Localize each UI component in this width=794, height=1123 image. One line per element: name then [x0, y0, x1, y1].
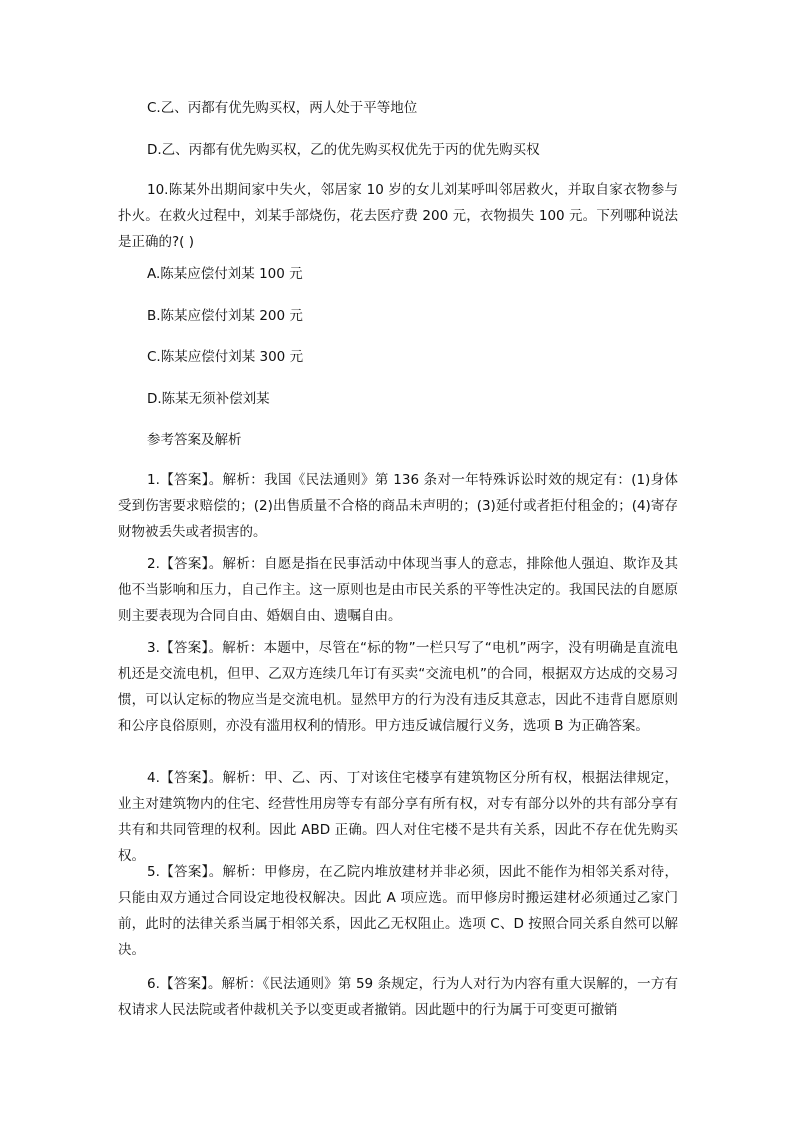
answer-6: 6.【答案】。解析：《民法通则》第 59 条规定，行为人对行为内容有重大误解的，一方有权请求人民法院或者仲裁机关予以变更或者撤销。因此题中的行为属于可变更可撤销 — [118, 976, 678, 1018]
answer-2: 2.【答案】。解析：自愿是指在民事活动中体现当事人的意志，排除他人强迫、欺诈及其他不当影响和压力，自己作主。这一原则也是由市民关系的平等性决定的。我国民法的自愿原则主要表现为合同自由、婚姻自由、遗嘱自由。 — [118, 556, 678, 624]
answers-heading: 参考答案及解析 — [147, 432, 242, 448]
answer-5: 5.【答案】。解析：甲修房，在乙院内堆放建材并非必须，因此不能作为相邻关系对待，只能由双方通过合同设定地役权解决。因此 A 项应选。而甲修房时搬运建材必须通过乙家门前，此时的法律关系当属于相邻关系，因此乙无权阻止。选项 C、D 按照合同关系自然可以解决。 — [118, 864, 678, 958]
option-c-q10: C.陈某应偿付刘某 300 元 — [147, 349, 304, 365]
question-10-stem: 10.陈某外出期间家中失火，邻居家 10 岁的女儿刘某呼叫邻居救火，并取自家衣物参与扑火。在救火过程中，刘某手部烧伤，花去医疗费 200 元，衣物损失 100 元。下列哪种说法是正确的?( ) — [118, 182, 678, 250]
answer-3: 3.【答案】。解析：本题中，尽管在“标的物”一栏只写了“电机”两字，没有明确是直流电机还是交流电机，但甲、乙双方连续几年订有买卖“交流电机”的合同，根据双方达成的交易习惯，可以认定标的物应当是交流电机。显然甲方的行为没有违反其意志，因此不违背自愿原则和公序良俗原则，亦没有滥用权利的情形。甲方违反诚信履行义务，选项 B 为正确答案。 — [118, 640, 678, 734]
answer-4: 4.【答案】。解析：甲、乙、丙、丁对该住宅楼享有建筑物区分所有权，根据法律规定，业主对建筑物内的住宅、经营性用房等专有部分享有所有权，对专有部分以外的共有部分享有共有和共同管理的权利。因此 ABD 正确。四人对住宅楼不是共有关系，因此不存在优先购买权。 — [118, 770, 678, 864]
option-a-q10: A.陈某应偿付刘某 100 元 — [147, 266, 303, 282]
option-d-q10: D.陈某无须补偿刘某 — [147, 391, 270, 407]
answer-1: 1.【答案】。解析：我国《民法通则》第 136 条对一年特殊诉讼时效的规定有：(1)身体受到伤害要求赔偿的；(2)出售质量不合格的商品未声明的；(3)延付或者拒付租金的；(4)寄存财物被丢失或者损害的。 — [118, 472, 678, 540]
option-b-q10: B.陈某应偿付刘某 200 元 — [147, 308, 303, 324]
option-d-q9: D.乙、丙都有优先购买权，乙的优先购买权优先于丙的优先购买权 — [147, 142, 540, 158]
option-c-q9: C.乙、丙都有优先购买权，两人处于平等地位 — [147, 100, 418, 116]
